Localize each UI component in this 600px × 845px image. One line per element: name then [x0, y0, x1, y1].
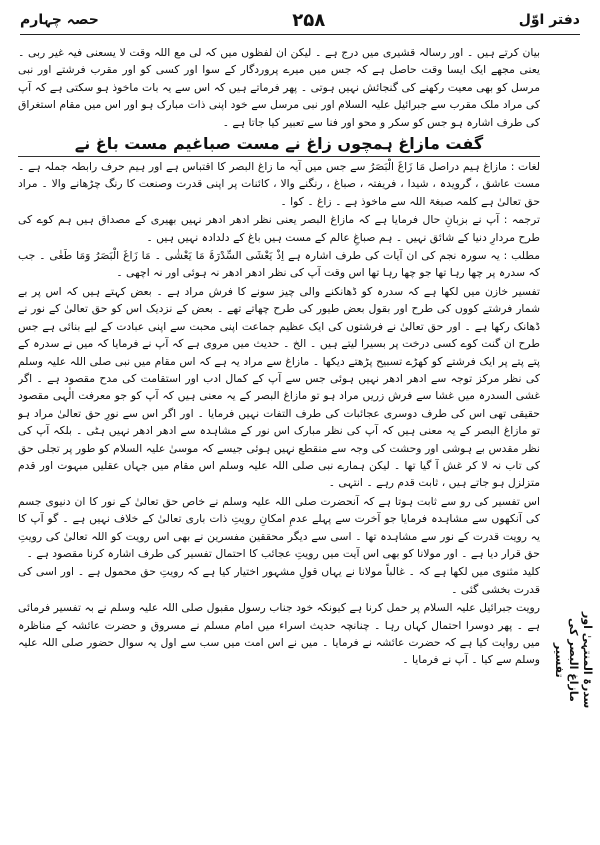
- tarjuma-paragraph: ترجمہ : آپ نے بزبانِ حال فرمایا ہے کہ مازاغ البصر یعنی نظر ادھر ادھر نہیں بھیری کے مصداق ہیں ہم کوے کی طرح مردارِ دنیا کے شائق نہیں ۔ ہم صباغِ عالم کے مست ہیں باغ کے دلدادہ نہیں ہیں ۔: [18, 213, 540, 244]
- paragraph-2: تفسیر خازن میں لکھا ہے کہ سدرہ کو ڈھانکنے والی چیز سونے کا فرش مراد ہے ۔ بعض کہتے ہیں کہ اس پر بے شمار فرشتے کووں کی طرح اور بقول بعض طیور کی طرح چھاتے تھے ۔ بعض کے نزدیک اس کو حق تعالیٰ کے نور نے ڈھانک رکھا ہے ۔ اور حق تعالیٰ نے فرشتوں کی ایک عظیم جماعت اپنی محبت سے اپنی عبادت کے لیے بنائی ہے جس طرح ان گنت کوے کسی درخت پر بسیرا لیتے ہیں ۔ الخ ۔ حدیث میں مروی ہے کہ آپ نے فرمایا کہ میں نے سدرہ کے پتے پتے پر ایک فرشتے کو کھڑے تسبیح پڑھتے دیکھا ۔ مازاغ سے مراد یہ ہے کہ اس مقام میں نبی صلی اللہ علیہ وسلم کی نظر مرکز توجہ سے ادھر ادھر نہیں ہوئی جس سے آپ کے کمال ادب اور استقامت کی مدح مقصود ہے ۔ اگر غشی السدرہ میں غشا سے فرش زریں مراد ہو تو مازاغ البصر کے یہ معنی ہیں کہ آپ کو جو معرفت الٰہی مقصود حقیقی تھی اس کی طرف دوسری عجائبات کی طرف التفات نہیں فرمایا ۔ اور اگر اس سے نورِ حق تعالیٰ مراد ہو تو مازاغ البصر کے یہ معنی ہیں کہ آپ کی نظر مبارک اس نور کے مشاہدہ سے ادھر ادھر نہیں ہٹی ۔ بلکہ آپ کی نظر مقدس بے ہوشی اور وحشت کی وجہ سے منقطع نہیں ہوئی جیسے کہ موسیٰ علیہ السلام کو طور پر تجلی حق کی تاب نہ لا کر غش آ گیا تھا ۔ لیکن ہمارے نبی صلی اللہ علیہ وسلم اس مقام میں جہاں عقلیں مبہوت اور قدم متزلزل ہو جاتے ہیں ، ثابت قدم رہے ۔ انتہی ۔: [18, 284, 540, 490]
- running-title-left: حصہ چہارم: [20, 12, 99, 28]
- page-number: ۲۵۸: [292, 9, 326, 31]
- paragraph-4: کلید مثنوی میں لکھا ہے کہ ۔ غالباً مولانا نے یہاں قولِ مشہور اختیار کیا ہے کہ رویتِ حق محمول ہے ۔ اور اسی کی قدرت بخشی گئی ۔: [18, 565, 540, 596]
- running-title-right: دفتر اوّل: [518, 12, 580, 28]
- paragraph-5: رویت جبرائیل علیہ السلام پر حمل کرنا ہے کیونکہ خود جناب رسول مقبول صلی اللہ علیہ وسلم نے بہ تفسیر فرمائی ہے ۔ پھر دوسرا احتمال کہاں رہا ۔ چنانچہ حدیث اسراء میں امام مسلم نے مسروق و حضرت عائشہ کے مناظرہ میں روایت کیا ہے کہ حضرت عائشہ نے فرمایا ۔ میں نے اس امت میں سب سے اول یہ سوال حضور صلی اللہ علیہ وسلم سے کیا ۔ آپ نے فرمایا ۔: [18, 601, 540, 667]
- page-body: [18, 44, 540, 833]
- paragraph-3: اس تفسیر کی رو سے ثابت ہوتا ہے کہ آنحضرت صلی اللہ علیہ وسلم نے خاص حق تعالیٰ کے نور کا ان دنیوی جسم کی آنکھوں سے مشاہدہ فرمایا جو آخرت سے پہلے عدمِ امکانِ رویتِ ذات باری تعالیٰ کے خلاف نہیں ہے ۔ گو آپ کا یہ رویت قدرت کے نور سے مشاہدہ تھا ۔ اسی سے دیگر محققین مفسرین نے بھی اس رویت کو اللہ تعالیٰ کی رویتِ حق قرار دیا ہے ۔ اور مولانا کو بھی اس آیت میں رویتِ عجائب کا احتمال تفسیر کی طرف اشارہ کرنا مقصود ہے ۔: [18, 494, 540, 560]
- header-rule: [20, 34, 580, 35]
- verse-heading: گفت مازاغ ہمچوں زاغ نے مست صباغیم مست باغ نے: [18, 133, 540, 157]
- paragraph-1: بیان کرتے ہیں ۔ اور رسالہ قشیری میں درج ہے ۔ لیکن ان لفظوں میں کہ لی مع اللہ وقت لا یسعنی فیہ غیر ربی ۔ یعنی مجھے ایک ایسا وقت حاصل ہے کہ جس میں میرے پروردگار کے سوا اور کسی کو اور مقرب فرشتے اور نبی مرسل کو بھی معیت رکھنے کی گنجائش نہیں ہوتی ۔ پھر فرماتے ہیں کہ اس سے یہ بات ماخوذ ہو سکتی ہے کہ آپ کی مراد ملک مقرب سے جبرائیل علیہ السلام اور نبی مرسل سے خود اپنی ذات مبارک ہو اور اس میں مقام استغراق کی طرف اشارہ ہو جس کو سکر و محو اور فنا سے تعبیر کیا جاتا ہے ۔: [18, 46, 540, 129]
- matlab-paragraph: مطلب : یہ سورہ نجم کی ان آیات کی طرف اشارہ ہے اِذْ یَغْشَی السِّدْرَۃَ مَا یَغْشٰی ۔ مَا زَاغَ الْبَصَرُ وَمَا طَغٰی ۔ جب کہ سدرہ پر چھا رہا تھا جو چھا رہا تھا اس وقت آپ کی نظر ادھر ادھر نہ ہوئی اور نہ اچھی ۔: [18, 249, 540, 280]
- margin-note: سدرۃ المنتہیٰ اور مازاغ البصر کی تفسیر: [553, 611, 594, 709]
- page-header: [20, 6, 580, 34]
- lughat-paragraph: لغات : مازاغ ہیم دراصل مَا زَاغَ الْبَصَرُ سے جس میں آیہ ما زاغ البصر کا اقتباس ہے اور ہیم حرف رابطہ جملہ ہے ۔ مست عاشق ، گرویدہ ، شیدا ، فریفتہ ، صباغ ، رنگنے والا ، کائنات پر اپنی قدرت وصنعت کا رنگ چڑھانے والا ۔ مراد حق تعالیٰ ہے کلمہ صبغۃ اللہ سے ماخوذ ہے ۔ زاغ ۔ کوا ۔: [18, 160, 540, 208]
